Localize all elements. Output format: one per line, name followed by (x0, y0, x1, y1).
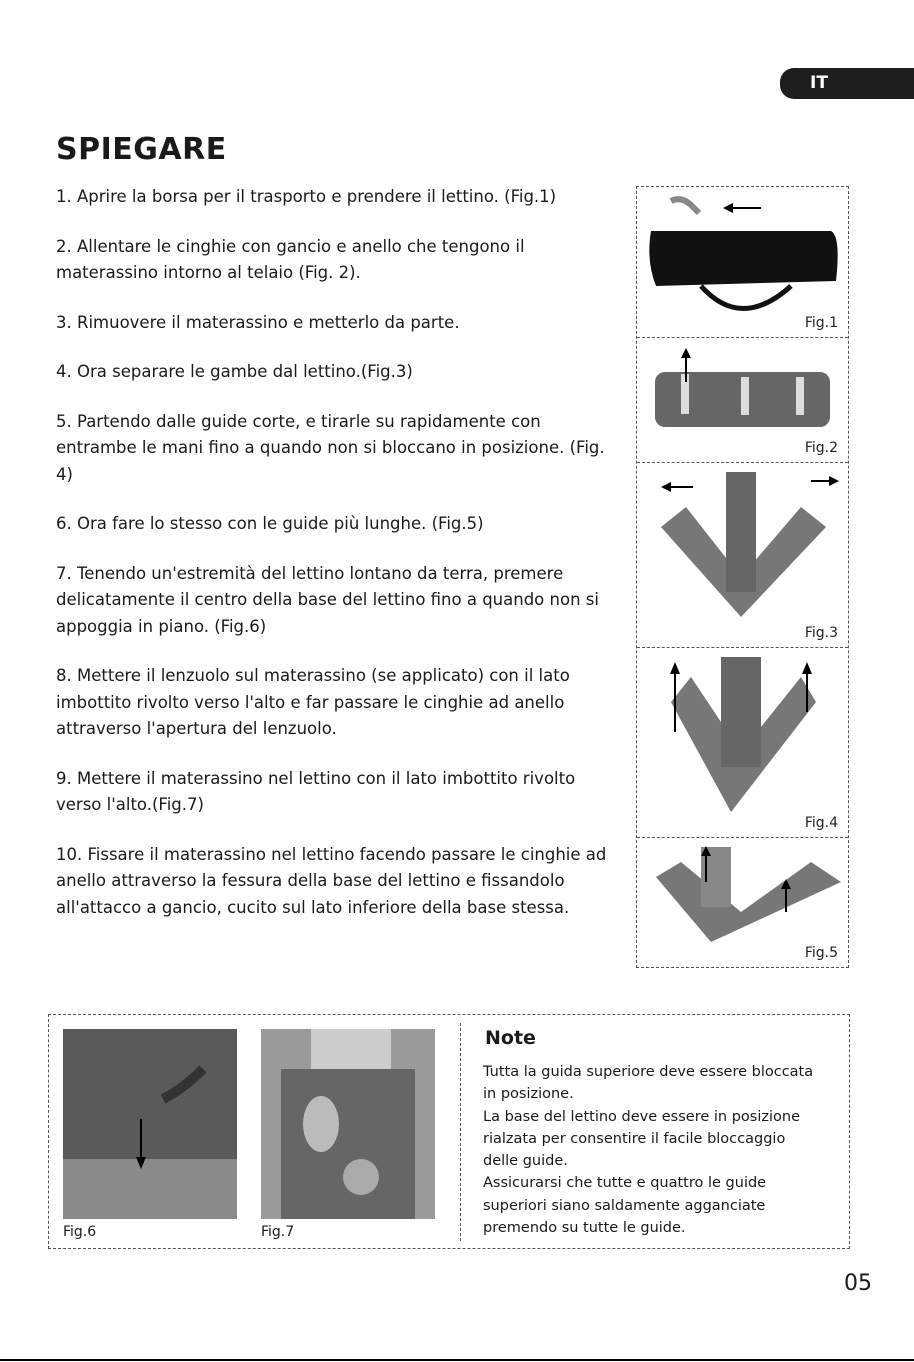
note-line: superiori siano saldamente agganciate (483, 1197, 766, 1214)
note-line: in posizione. (483, 1086, 574, 1103)
figure-2 (637, 337, 848, 462)
figure-label: Fig.3 (804, 625, 838, 641)
step-4: 4. Ora separare le gambe dal lettino.(Fig.3) (56, 362, 413, 381)
figure-column (636, 186, 849, 968)
step-2: 2. Allentare le cinghie con gancio e anello che tengono il materassino intorno al telaio (Fig. 2). (56, 236, 525, 282)
note-title: Note (485, 1027, 536, 1049)
page-title: SPIEGARE (56, 132, 227, 167)
note-line: premendo su tutte le guide. (483, 1220, 686, 1237)
figure-1 (637, 187, 848, 337)
step-9: 9. Mettere il materassino nel lettino con il lato imbottito rivolto verso l'alto.(Fig.7) (56, 768, 576, 814)
figure-6-photo (63, 1029, 237, 1219)
instruction-steps (56, 184, 616, 944)
bottom-rule (0, 1359, 914, 1361)
figure-6-label: Fig.6 (63, 1224, 97, 1240)
figure-3 (637, 462, 848, 647)
page-number: 05 (844, 1271, 872, 1296)
note-line: rialzata per consentire il facile bloccaggio (483, 1130, 786, 1147)
step-7: 7. Tenendo un'estremità del lettino lontano da terra, premere delicatamente il centro della base del lettino fino a quando non si appoggia in piano. (Fig.6) (56, 563, 599, 636)
figure-label: Fig.5 (804, 945, 838, 961)
step-6: 6. Ora fare lo stesso con le guide più lunghe. (Fig.5) (56, 514, 484, 533)
step-3: 3. Rimuovere il materassino e metterlo da parte. (56, 312, 460, 332)
lifting-short-rails-illustration (641, 652, 844, 817)
note-body (483, 1061, 843, 1239)
note-divider (460, 1023, 461, 1241)
note-line: Assicurarsi che tutte e quattro le guide (483, 1175, 767, 1192)
folded-crib-illustration (641, 342, 844, 437)
figure-4 (637, 647, 848, 837)
note-box (48, 1014, 850, 1249)
figure-5 (637, 837, 848, 967)
figure-7-photo (261, 1029, 435, 1219)
note-line: delle guide. (483, 1153, 568, 1170)
figure-label: Fig.2 (804, 440, 838, 456)
carry-bag-illustration (641, 191, 844, 311)
step-8: 8. Mettere il lenzuolo sul materassino (se applicato) con il lato imbottito rivolto verso l'alto e far passare le cinghie ad anello attraverso l'apertura del lenzuolo. (56, 666, 570, 738)
step-5: 5. Partendo dalle guide corte, e tirarle su rapidamente con entrambe le mani fino a quando non si bloccano in posizione. (Fig. 4) (56, 411, 605, 484)
lifting-long-rails-illustration (641, 842, 844, 952)
note-line: Tutta la guida superiore deve essere bloccata (483, 1064, 814, 1080)
step-1: 1. Aprire la borsa per il trasporto e prendere il lettino. (Fig.1) (56, 187, 557, 206)
separating-legs-illustration (641, 467, 844, 627)
language-tab: IT (780, 68, 914, 99)
step-10: 10. Fissare il materassino nel lettino facendo passare le cinghie ad anello attraverso la fessura della base del lettino e fissandolo all'attacco a gancio, cucito sul lato inferiore della base stessa. (56, 844, 607, 917)
figure-label: Fig.4 (804, 815, 838, 831)
figure-7-label: Fig.7 (261, 1224, 295, 1240)
figure-label: Fig.1 (804, 315, 838, 331)
note-line: La base del lettino deve essere in posizione (483, 1108, 800, 1125)
